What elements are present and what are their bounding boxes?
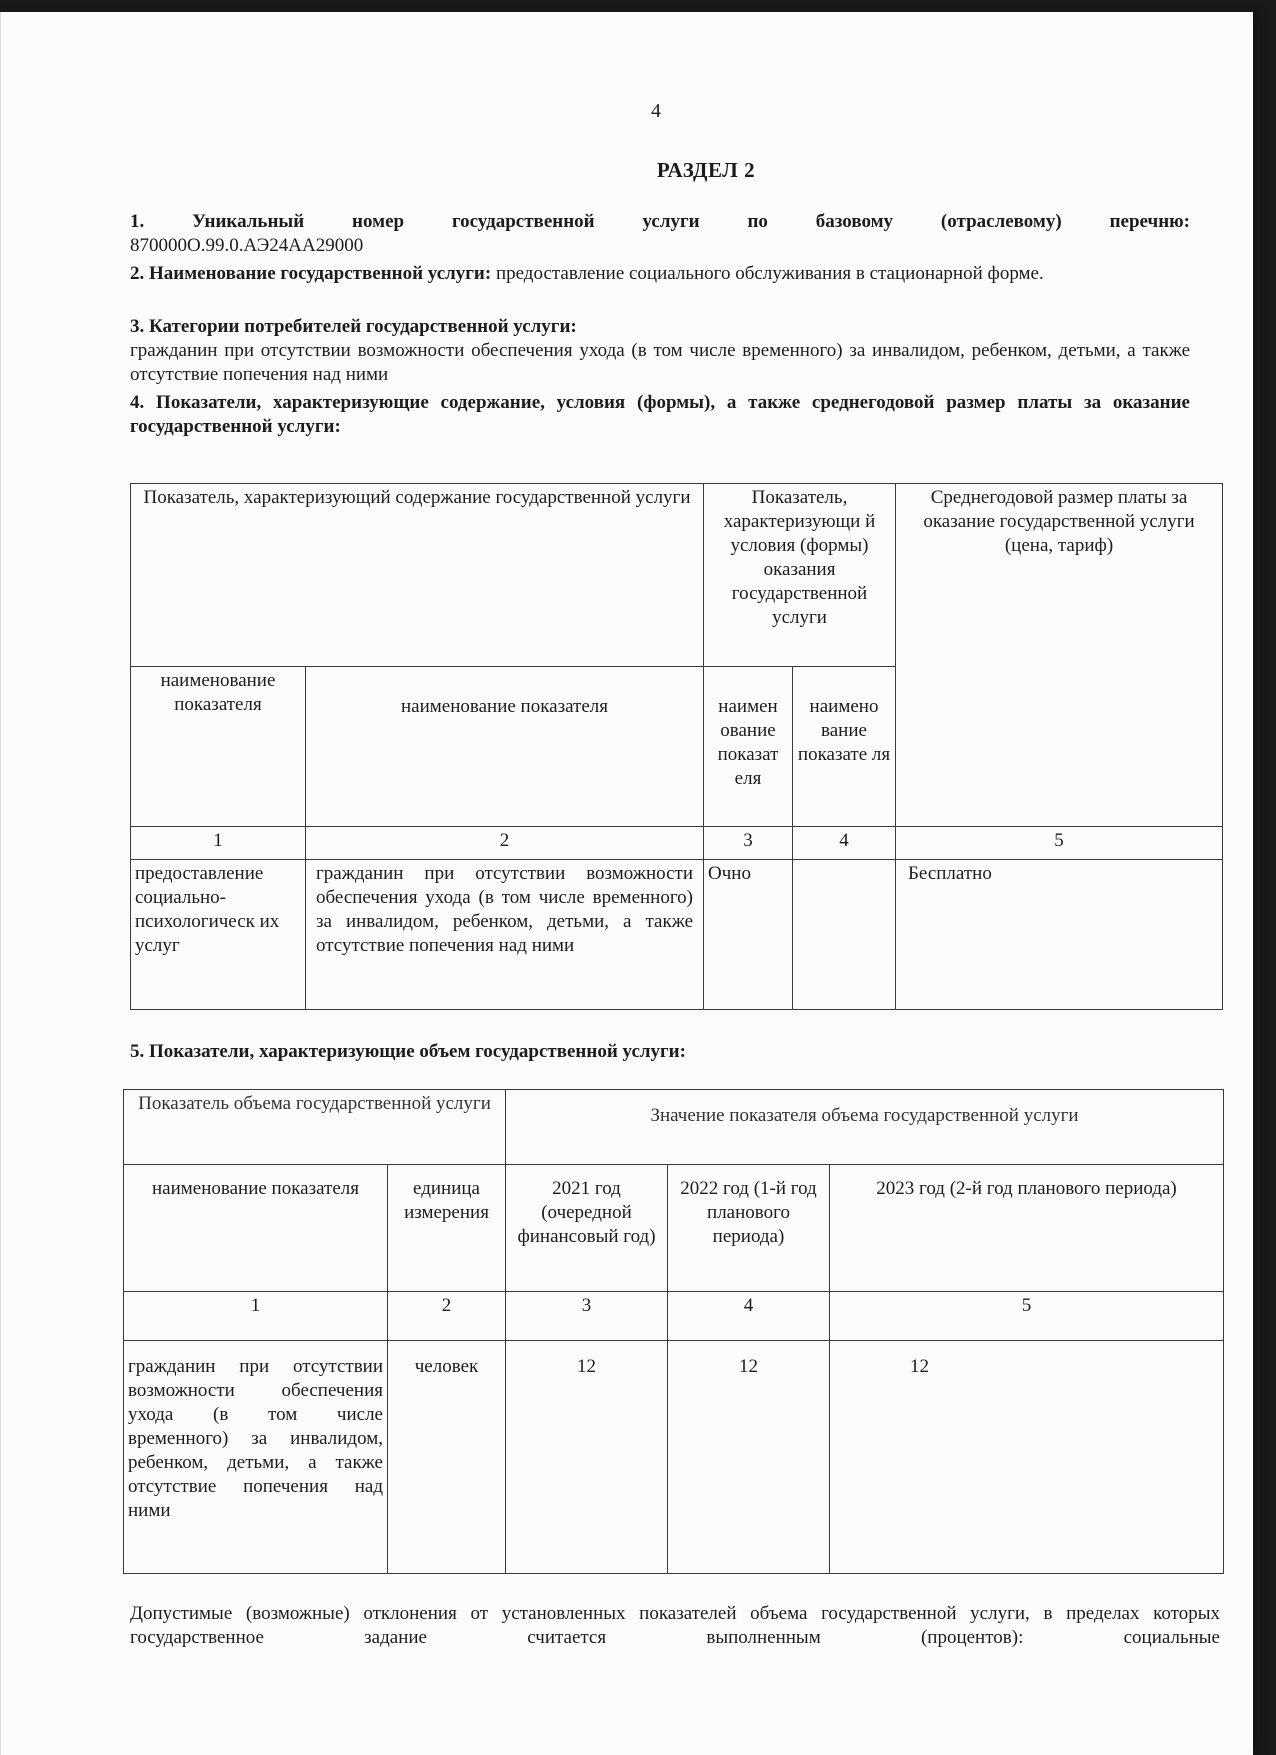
row-unit: человек [388, 1341, 506, 1574]
header-volume-value: Значение показателя объема государственной услуги [506, 1090, 1224, 1165]
subheader-3: наимен ование показат еля [704, 667, 793, 827]
document-page [0, 12, 1253, 1755]
subheader-2023: 2023 год (2-й год планового периода) [830, 1165, 1224, 1292]
subheader-2021: 2021 год (очередной финансовый год) [506, 1165, 668, 1292]
subheader-1: наименование показателя [131, 667, 306, 827]
row-service-name: предоставление социально-психологическ их услуг [131, 860, 306, 1010]
item-4-label: 4. Показатели, характеризующие содержание, условия (формы), а также среднегодовой размер платы за оказание государственной услуги: [130, 392, 1190, 437]
row-consumer-category: гражданин при отсутствии возможности обеспечения ухода (в том числе временного) за инвалидом, ребенком, детьми, а также отсутствие попечения над ними [306, 860, 704, 1010]
item-3-label: 3. Категории потребителей государственной услуги: [130, 316, 577, 337]
col-num-3: 3 [506, 1292, 668, 1341]
row-value-2021: 12 [506, 1341, 668, 1574]
item-2-value: предоставление социального обслуживания в стационарной форме. [495, 263, 1044, 284]
item-2-label: 2. Наименование государственной услуги: [130, 263, 492, 284]
table-row [124, 1341, 1224, 1574]
subheader-unit: единица измерения [388, 1165, 506, 1292]
col-num-1: 1 [124, 1292, 388, 1341]
item-1-label: 1. Уникальный номер государственной услуги по базовому (отраслевому) перечню: [130, 211, 1190, 232]
item-4 [130, 391, 1190, 439]
col-num-5: 5 [896, 827, 1223, 860]
content-indicators-table [130, 483, 1223, 1010]
row-value-2023: 12 [830, 1341, 1224, 1574]
subheader-name: наименование показателя [124, 1165, 388, 1292]
subheader-4: наимено вание показате ля [793, 667, 896, 827]
deviation-paragraph: Допустимые (возможные) отклонения от установленных показателей объема государственной услуги, в пределах которых государственное задание считается выполненным (процентов): социальные [130, 1603, 1220, 1648]
row-value-2022: 12 [668, 1341, 830, 1574]
page-number: 4 [651, 100, 661, 122]
item-1-value: 870000О.99.0.АЭ24АА29000 [130, 235, 364, 256]
row-fee: Бесплатно [896, 860, 1223, 1010]
col-num-4: 4 [668, 1292, 830, 1341]
header-conditions-indicator: Показатель, характеризующи й условия (формы) оказания государственной услуги [704, 484, 896, 667]
col-num-2: 2 [388, 1292, 506, 1341]
table-row [131, 860, 1223, 1010]
header-volume-indicator: Показатель объема государственной услуги [124, 1090, 506, 1165]
item-2 [130, 262, 1190, 286]
item-3 [130, 315, 1190, 387]
col-num-4: 4 [793, 827, 896, 860]
col-num-3: 3 [704, 827, 793, 860]
column-numbers-row [131, 827, 1223, 860]
col-num-2: 2 [306, 827, 704, 860]
col-num-1: 1 [131, 827, 306, 860]
header-average-fee: Среднегодовой размер платы за оказание государственной услуги (цена, тариф) [896, 484, 1223, 827]
row-form: Очно [704, 860, 793, 1010]
volume-indicators-table [123, 1089, 1224, 1574]
section-title: РАЗДЕЛ 2 [656, 158, 756, 182]
item-1 [130, 210, 1190, 258]
item-5-label: 5. Показатели, характеризующие объем государственной услуги: [130, 1041, 686, 1062]
subheader-2022: 2022 год (1-й год планового периода) [668, 1165, 830, 1292]
row-indicator-name: гражданин при отсутствии возможности обеспечения ухода (в том числе временного) за инвалидом, ребенком, детьми, а также отсутствие попечения над ними [124, 1341, 388, 1574]
subheader-2: наименование показателя [306, 667, 704, 827]
column-numbers-row [124, 1292, 1224, 1341]
item-5 [130, 1040, 1190, 1064]
item-3-value: гражданин при отсутствии возможности обеспечения ухода (в том числе временного) за инвалидом, ребенком, детьми, а также отсутствие попечения над ними [130, 340, 1190, 385]
row-empty [793, 860, 896, 1010]
header-content-indicator: Показатель, характеризующий содержание государственной услуги [131, 484, 704, 667]
col-num-5: 5 [830, 1292, 1224, 1341]
